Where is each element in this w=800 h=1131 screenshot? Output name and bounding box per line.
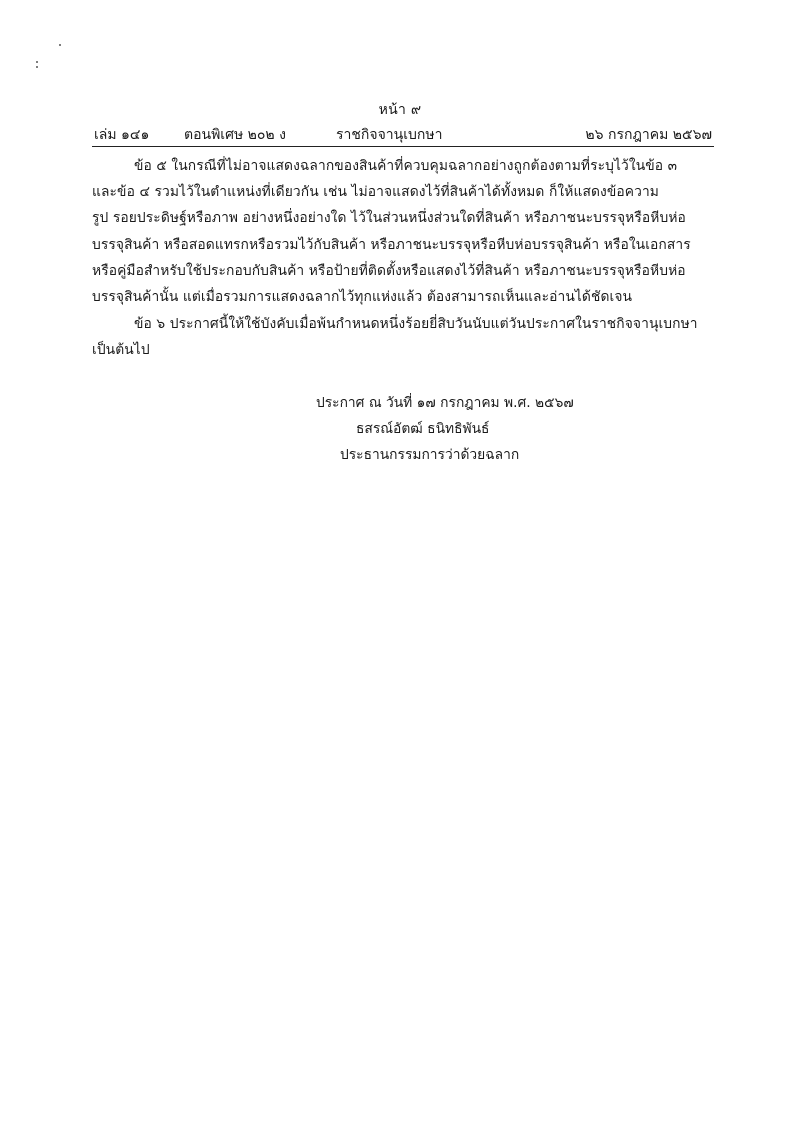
gazette-title: ราชกิจจานุเบกษา bbox=[336, 127, 443, 143]
page-number: หน้า ๙ bbox=[378, 102, 422, 118]
body-line: หรือคู่มือสำหรับใช้ประกอบกับสินค้า หรือป้ายที่ติดตั้งหรือแสดงไว้ที่สินค้า หรือภาชนะบรรจุหรือหีบห่อ bbox=[92, 263, 686, 279]
body-line: ข้อ ๖ ประกาศนี้ให้ใช้บังคับเมื่อพ้นกำหนดหนึ่งร้อยยี่สิบวันนับแต่วันประกาศในราชกิจจานุเบกษา bbox=[134, 316, 698, 332]
body-line: รูป รอยประดิษฐ์หรือภาพ อย่างหนึ่งอย่างใด ไว้ในส่วนหนึ่งส่วนใดที่สินค้า หรือภาชนะบรรจุหรือหีบห่อ bbox=[92, 210, 686, 226]
announcement-date: ประกาศ ณ วันที่ ๑๗ กรกฎาคม พ.ศ. ๒๕๖๗ bbox=[316, 395, 574, 411]
body-line: บรรจุสินค้านั้น แต่เมื่อรวมการแสดงฉลากไว้ทุกแห่งแล้ว ต้องสามารถเห็นและอ่านได้ชัดเจน bbox=[92, 289, 633, 305]
signatory-name: ธสรณ์อัตฒ์ ธนิทธิพันธ์ bbox=[356, 421, 490, 437]
header-rule bbox=[92, 146, 714, 147]
section-label: ตอนพิเศษ ๒๐๒ ง bbox=[184, 127, 286, 143]
gazette-header bbox=[94, 124, 712, 142]
body-line: เป็นต้นไป bbox=[92, 342, 150, 358]
body-line: บรรจุสินค้า หรือสอดแทรกหรือรวมไว้กับสินค้า หรือภาชนะบรรจุหรือหีบห่อบรรจุสินค้า หรือในเอกสาร bbox=[92, 237, 691, 253]
signatory-title: ประธานกรรมการว่าด้วยฉลาก bbox=[340, 447, 520, 463]
volume-label: เล่ม ๑๔๑ bbox=[94, 127, 150, 143]
body-line: ข้อ ๕ ในกรณีที่ไม่อาจแสดงฉลากของสินค้าที่ควบคุมฉลากอย่างถูกต้องตามที่ระบุไว้ในข้อ ๓ bbox=[134, 158, 678, 174]
publication-date: ๒๖ กรกฎาคม ๒๕๖๗ bbox=[585, 127, 712, 143]
body-line: และข้อ ๔ รวมไว้ในตำแหน่งที่เดียวกัน เช่น ไม่อาจแสดงไว้ที่สินค้าได้ทั้งหมด ก็ให้แสดงข้อความ bbox=[92, 184, 659, 200]
